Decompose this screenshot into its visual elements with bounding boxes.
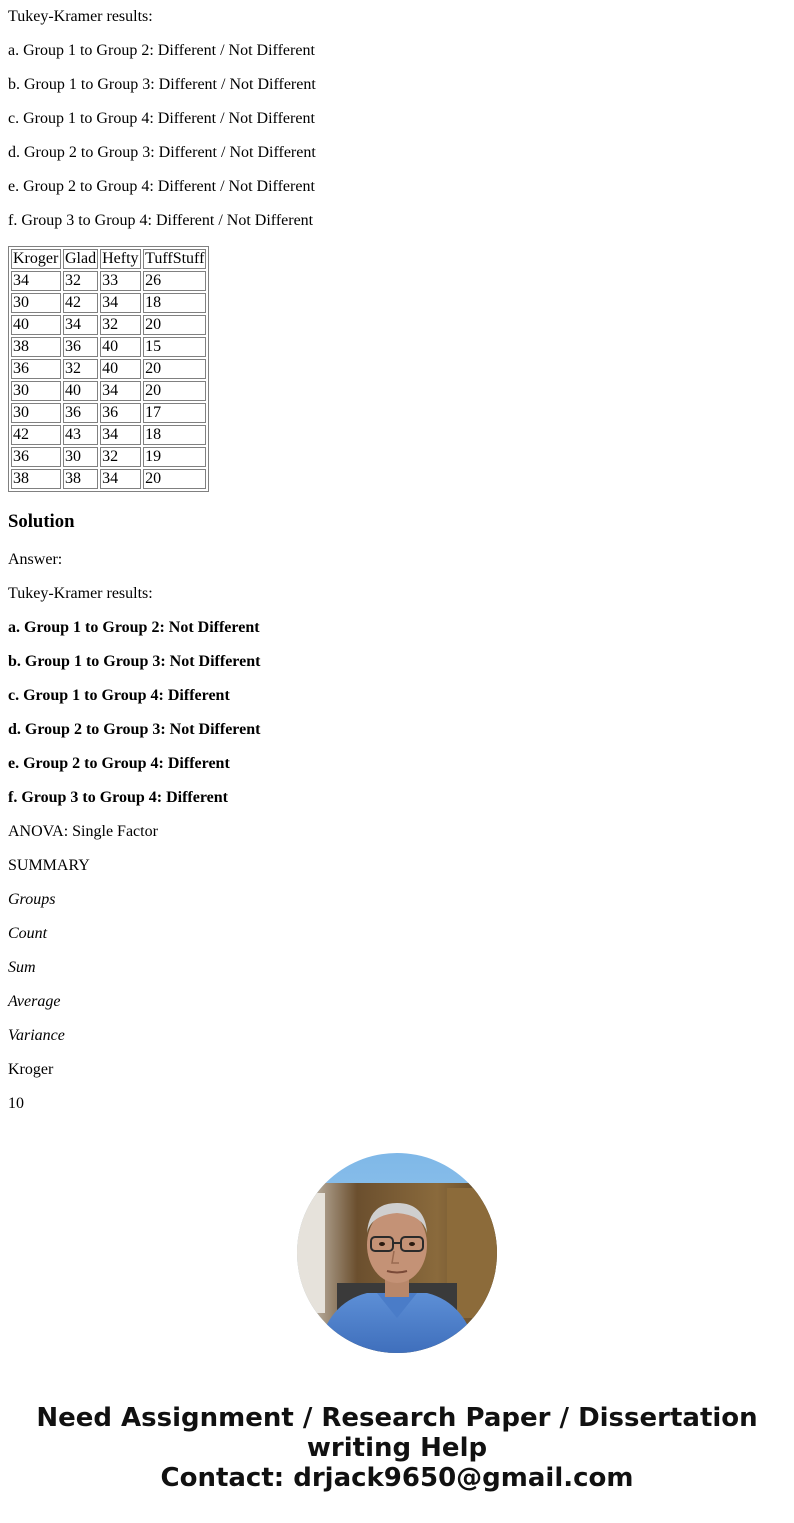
table-cell: 36 bbox=[63, 337, 98, 357]
table-cell: 36 bbox=[11, 447, 61, 467]
table-cell: 20 bbox=[143, 315, 206, 335]
table-cell: 40 bbox=[100, 359, 141, 379]
question-item-d: d. Group 2 to Group 3: Different / Not Different bbox=[8, 144, 316, 161]
data-table bbox=[8, 246, 209, 492]
table-cell: 19 bbox=[143, 447, 206, 467]
summary-header-groups: Groups bbox=[8, 891, 56, 908]
question-item-f: f. Group 3 to Group 4: Different / Not Different bbox=[8, 212, 314, 229]
table-cell: 38 bbox=[11, 469, 61, 489]
result-item-d: d. Group 2 to Group 3: Not Different bbox=[8, 721, 261, 738]
table-cell: 38 bbox=[63, 469, 98, 489]
table-cell: 34 bbox=[100, 381, 141, 401]
table-row bbox=[11, 469, 206, 489]
table-cell: 38 bbox=[11, 337, 61, 357]
table-cell: 18 bbox=[143, 293, 206, 313]
table-header-cell: TuffStuff bbox=[145, 250, 205, 267]
table-cell: 33 bbox=[100, 271, 141, 291]
question-title: Tukey-Kramer results: bbox=[8, 8, 153, 25]
summary-header-sum: Sum bbox=[8, 959, 36, 976]
summary-group-count: 10 bbox=[8, 1095, 24, 1112]
table-cell: 43 bbox=[63, 425, 98, 445]
table-row bbox=[11, 425, 206, 445]
table-cell: 34 bbox=[63, 315, 98, 335]
table-cell: 26 bbox=[143, 271, 206, 291]
table-cell: 36 bbox=[63, 403, 98, 423]
table-cell: 34 bbox=[100, 425, 141, 445]
table-cell: 42 bbox=[63, 293, 98, 313]
anova-title: ANOVA: Single Factor bbox=[8, 823, 158, 840]
promo-line-1: Need Assignment / Research Paper / Dissertation bbox=[36, 1403, 758, 1433]
table-row bbox=[11, 271, 206, 291]
table-cell: 20 bbox=[143, 381, 206, 401]
table-header-cell: Hefty bbox=[100, 249, 141, 269]
table-cell: 40 bbox=[63, 381, 98, 401]
result-item-e: e. Group 2 to Group 4: Different bbox=[8, 755, 230, 772]
table-header-row bbox=[11, 249, 206, 269]
promo-banner bbox=[0, 1403, 794, 1493]
table-cell: 30 bbox=[11, 381, 61, 401]
table-cell: 32 bbox=[100, 315, 141, 335]
summary-group-name: Kroger bbox=[8, 1061, 54, 1078]
summary-header-variance: Variance bbox=[8, 1027, 65, 1044]
table-cell: 36 bbox=[11, 359, 61, 379]
result-item-c: c. Group 1 to Group 4: Different bbox=[8, 687, 230, 704]
table-cell: 20 bbox=[143, 469, 206, 489]
table-cell: 17 bbox=[143, 403, 206, 423]
table-row bbox=[11, 447, 206, 467]
table-cell: 32 bbox=[63, 271, 98, 291]
table-cell: 30 bbox=[11, 293, 61, 313]
question-item-e: e. Group 2 to Group 4: Different / Not Different bbox=[8, 178, 315, 195]
table-header-cell: Glad bbox=[65, 250, 97, 267]
solution-heading: Solution bbox=[8, 511, 75, 532]
table-row bbox=[11, 315, 206, 335]
table-cell: 15 bbox=[143, 337, 206, 357]
table-cell: 42 bbox=[11, 425, 61, 445]
question-item-a: a. Group 1 to Group 2: Different / Not Different bbox=[8, 42, 315, 59]
summary-header-count: Count bbox=[8, 925, 48, 942]
table-cell: 32 bbox=[100, 447, 141, 467]
table-cell: 18 bbox=[143, 425, 206, 445]
summary-header-average: Average bbox=[8, 993, 61, 1010]
results-title: Tukey-Kramer results: bbox=[8, 585, 153, 602]
table-cell: 34 bbox=[11, 271, 61, 291]
table-header-cell: Kroger bbox=[11, 249, 61, 269]
question-item-b: b. Group 1 to Group 3: Different / Not Different bbox=[8, 76, 316, 93]
table-cell: 36 bbox=[100, 403, 141, 423]
result-item-f: f. Group 3 to Group 4: Different bbox=[8, 789, 228, 806]
table-cell: 30 bbox=[63, 447, 98, 467]
summary-label: SUMMARY bbox=[8, 857, 90, 874]
question-item-c: c. Group 1 to Group 4: Different / Not Different bbox=[8, 110, 315, 127]
table-cell: 20 bbox=[143, 359, 206, 379]
result-item-a: a. Group 1 to Group 2: Not Different bbox=[8, 619, 260, 636]
table-cell: 34 bbox=[100, 293, 141, 313]
result-item-b: b. Group 1 to Group 3: Not Different bbox=[8, 653, 261, 670]
table-row bbox=[11, 337, 206, 357]
author-avatar bbox=[297, 1153, 497, 1353]
table-cell: 40 bbox=[11, 315, 61, 335]
table-row bbox=[11, 403, 206, 423]
table-cell: 40 bbox=[100, 337, 141, 357]
table-row bbox=[11, 359, 206, 379]
author-photo-image bbox=[297, 1153, 497, 1353]
table-row bbox=[11, 381, 206, 401]
table-row bbox=[11, 293, 206, 313]
table-cell: 30 bbox=[11, 403, 61, 423]
answer-label: Answer: bbox=[8, 551, 63, 568]
table-cell: 34 bbox=[100, 469, 141, 489]
promo-contact[interactable]: Contact: drjack9650@gmail.com bbox=[160, 1463, 634, 1493]
promo-line-2: writing Help bbox=[306, 1433, 488, 1463]
table-cell: 32 bbox=[63, 359, 98, 379]
